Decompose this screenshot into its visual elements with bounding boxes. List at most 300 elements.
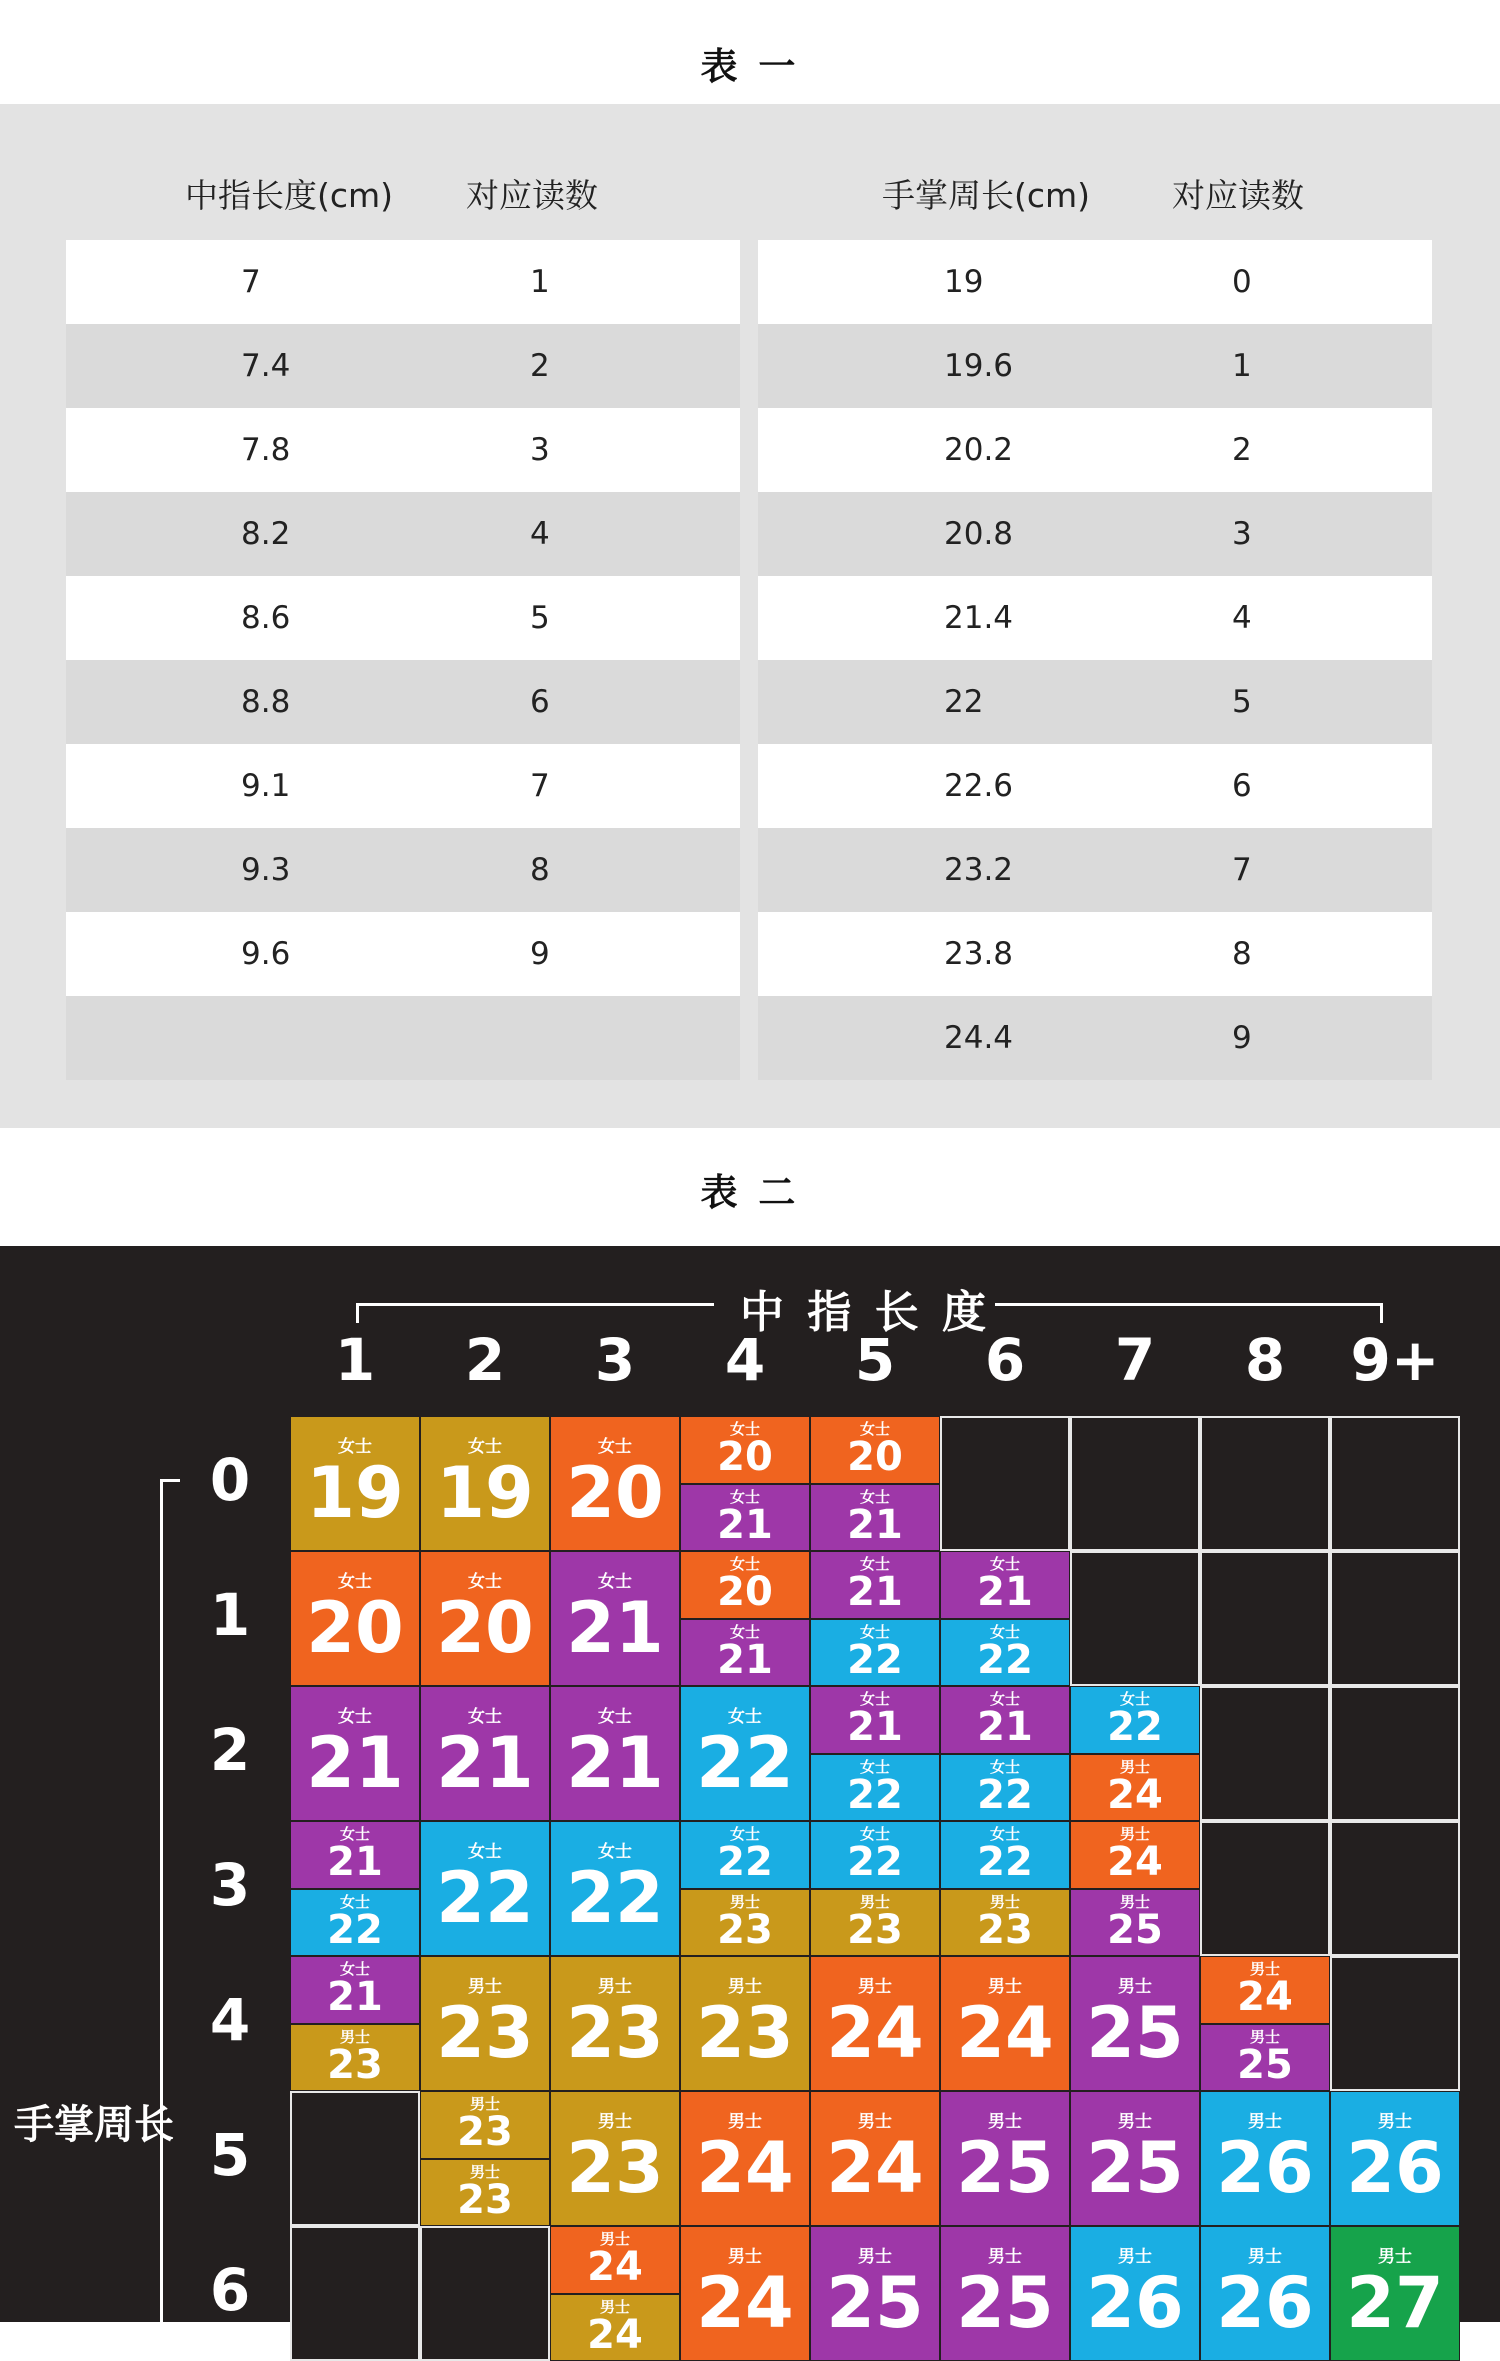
gender-tag: 女士 <box>860 1625 890 1640</box>
size-cell <box>810 1821 940 1889</box>
size-cell <box>1070 2226 1200 2361</box>
size-cell <box>420 1686 550 1821</box>
gender-tag: 女士 <box>730 1625 760 1640</box>
size-number: 25 <box>1086 2133 1183 2203</box>
size-number: 24 <box>826 1998 923 2068</box>
size-number: 21 <box>977 1572 1033 1612</box>
size-number: 24 <box>956 1998 1053 2068</box>
row-axis-label: 手掌周长 <box>14 2093 174 2150</box>
table-row <box>66 996 740 1080</box>
gender-tag: 女士 <box>730 1422 760 1437</box>
measurement-value: 22.6 <box>944 744 1013 828</box>
size-cell <box>680 1484 810 1552</box>
empty-grid-cell <box>1330 1821 1460 1956</box>
gender-tag: 女士 <box>340 1827 370 1842</box>
size-cell <box>420 2159 550 2227</box>
reading-value: 0 <box>1232 240 1252 324</box>
gender-tag: 男士 <box>858 2249 892 2266</box>
size-number: 23 <box>457 2180 513 2220</box>
size-cell <box>680 1889 810 1957</box>
gender-tag: 男士 <box>1118 2114 1152 2131</box>
gender-tag: 女士 <box>340 1895 370 1910</box>
size-cell <box>1200 2024 1330 2092</box>
axis-bracket-left <box>356 1303 714 1306</box>
table-row <box>66 744 740 828</box>
size-number: 22 <box>696 1728 793 1798</box>
size-number: 21 <box>327 1977 383 2017</box>
size-number: 22 <box>327 1910 383 1950</box>
finger-length-table <box>66 240 740 1080</box>
empty-grid-cell <box>1330 1551 1460 1686</box>
size-number: 20 <box>717 1572 773 1612</box>
size-cell <box>420 1821 550 1956</box>
measurement-value: 21.4 <box>944 576 1013 660</box>
table-row <box>66 660 740 744</box>
col-label: 2 <box>420 1326 550 1394</box>
empty-grid-cell <box>1070 1416 1200 1551</box>
size-number: 22 <box>1107 1707 1163 1747</box>
size-number: 21 <box>847 1505 903 1545</box>
reading-value: 1 <box>1232 324 1252 408</box>
col-label: 7 <box>1070 1326 1200 1394</box>
col-label: 5 <box>810 1326 940 1394</box>
reading-value: 7 <box>1232 828 1252 912</box>
size-number: 20 <box>717 1437 773 1477</box>
gender-tag: 男士 <box>990 1895 1020 1910</box>
gender-tag: 女士 <box>598 1574 632 1591</box>
size-cell <box>810 1484 940 1552</box>
gender-tag: 女士 <box>728 1709 762 1726</box>
reading-value: 1 <box>530 240 550 324</box>
size-cell <box>550 1551 680 1686</box>
size-number: 25 <box>1107 1910 1163 1950</box>
size-cell <box>1070 1754 1200 1822</box>
gender-tag: 男士 <box>340 2030 370 2045</box>
gender-tag: 男士 <box>598 1979 632 1996</box>
measurement-value: 22 <box>944 660 983 744</box>
reading-value: 5 <box>1232 660 1252 744</box>
size-number: 24 <box>587 2315 643 2355</box>
table-row <box>758 324 1432 408</box>
size-number: 21 <box>847 1707 903 1747</box>
size-number: 23 <box>566 2133 663 2203</box>
size-number: 22 <box>847 1775 903 1815</box>
measurement-value: 19 <box>944 240 983 324</box>
size-cell <box>1070 2091 1200 2226</box>
table-row <box>758 240 1432 324</box>
gender-tag: 男士 <box>728 2249 762 2266</box>
gender-tag: 女士 <box>990 1760 1020 1775</box>
gender-tag: 女士 <box>990 1827 1020 1842</box>
col-label: 1 <box>290 1326 420 1394</box>
table-row <box>66 492 740 576</box>
left-header-length: 中指长度(cm) <box>185 170 393 217</box>
size-number: 22 <box>566 1863 663 1933</box>
row-axis-tick <box>160 1479 180 1482</box>
col-label: 3 <box>550 1326 680 1394</box>
table-row <box>758 660 1432 744</box>
gender-tag: 男士 <box>1120 1760 1150 1775</box>
gender-tag: 男士 <box>728 1979 762 1996</box>
gender-tag: 女士 <box>598 1439 632 1456</box>
gender-tag: 女士 <box>730 1557 760 1572</box>
gender-tag: 男士 <box>470 2165 500 2180</box>
col-label: 9+ <box>1330 1326 1460 1394</box>
size-number: 22 <box>847 1842 903 1882</box>
empty-grid-cell <box>940 1416 1070 1551</box>
size-cell <box>810 1416 940 1484</box>
size-cell <box>290 1416 420 1551</box>
empty-grid-cell <box>1200 1416 1330 1551</box>
size-number: 21 <box>847 1572 903 1612</box>
gender-tag: 女士 <box>860 1827 890 1842</box>
right-header-length: 手掌周长(cm) <box>882 170 1090 217</box>
table-row <box>66 912 740 996</box>
size-number: 22 <box>977 1775 1033 1815</box>
table-row <box>758 576 1432 660</box>
measurement-value: 7.4 <box>241 324 290 408</box>
gender-tag: 男士 <box>1120 1827 1150 1842</box>
gender-tag: 女士 <box>860 1557 890 1572</box>
size-cell <box>550 1686 680 1821</box>
size-cell <box>940 1619 1070 1687</box>
col-label: 6 <box>940 1326 1070 1394</box>
gender-tag: 男士 <box>1378 2249 1412 2266</box>
table-row <box>66 828 740 912</box>
size-number: 21 <box>566 1728 663 1798</box>
size-number: 23 <box>696 1998 793 2068</box>
size-number: 24 <box>696 2268 793 2338</box>
gender-tag: 男士 <box>988 2114 1022 2131</box>
size-number: 21 <box>717 1505 773 1545</box>
size-number: 25 <box>956 2268 1053 2338</box>
gender-tag: 男士 <box>1248 2249 1282 2266</box>
size-cell <box>940 2091 1070 2226</box>
size-cell <box>810 1551 940 1619</box>
axis-bracket-right-tick <box>1380 1303 1383 1323</box>
table-row <box>66 324 740 408</box>
palm-circumference-table <box>758 240 1432 1080</box>
table-row <box>66 408 740 492</box>
size-cell <box>940 1889 1070 1957</box>
size-cell <box>810 2091 940 2226</box>
size-cell <box>940 1754 1070 1822</box>
measurement-value: 8.6 <box>241 576 290 660</box>
size-cell <box>290 1821 420 1889</box>
size-cell <box>810 1686 940 1754</box>
size-number: 20 <box>306 1593 403 1663</box>
measurement-value: 8.2 <box>241 492 290 576</box>
size-cell <box>550 2091 680 2226</box>
table2-title: 表 二 <box>0 1162 1500 1216</box>
gender-tag: 女士 <box>340 1962 370 1977</box>
size-number: 22 <box>717 1842 773 1882</box>
gender-tag: 男士 <box>598 2114 632 2131</box>
row-label: 3 <box>200 1851 260 1919</box>
measurement-value: 7.8 <box>241 408 290 492</box>
size-cell <box>1330 2091 1460 2226</box>
size-cell <box>1200 2091 1330 2226</box>
reading-value: 4 <box>1232 576 1252 660</box>
gender-tag: 男士 <box>730 1895 760 1910</box>
gender-tag: 女士 <box>468 1844 502 1861</box>
gender-tag: 女士 <box>338 1709 372 1726</box>
measurement-value: 20.8 <box>944 492 1013 576</box>
gender-tag: 女士 <box>990 1692 1020 1707</box>
size-cell <box>550 1416 680 1551</box>
size-number: 27 <box>1346 2268 1443 2338</box>
size-number: 23 <box>847 1910 903 1950</box>
size-chart-panel <box>0 1246 1500 2322</box>
gender-tag: 男士 <box>860 1895 890 1910</box>
axis-bracket-left-tick <box>356 1303 359 1323</box>
reading-value: 3 <box>530 408 550 492</box>
size-cell <box>680 1416 810 1484</box>
measurement-value: 20.2 <box>944 408 1013 492</box>
size-number: 25 <box>1237 2045 1293 2085</box>
size-cell <box>420 1956 550 2091</box>
measurement-value: 9.3 <box>241 828 290 912</box>
gender-tag: 女士 <box>598 1709 632 1726</box>
gender-tag: 男士 <box>468 1979 502 1996</box>
size-number: 21 <box>327 1842 383 1882</box>
size-cell <box>680 1686 810 1821</box>
size-cell <box>940 1956 1070 2091</box>
gender-tag: 女士 <box>860 1422 890 1437</box>
size-cell <box>680 2091 810 2226</box>
measurement-value: 19.6 <box>944 324 1013 408</box>
gender-tag: 男士 <box>1250 2030 1280 2045</box>
size-number: 20 <box>847 1437 903 1477</box>
empty-grid-cell <box>1330 1686 1460 1821</box>
size-number: 21 <box>977 1707 1033 1747</box>
table-row <box>758 744 1432 828</box>
gender-tag: 女士 <box>990 1557 1020 1572</box>
size-number: 22 <box>977 1842 1033 1882</box>
gender-tag: 男士 <box>1250 1962 1280 1977</box>
reading-value: 8 <box>1232 912 1252 996</box>
size-cell <box>420 1416 550 1551</box>
row-label: 2 <box>200 1716 260 1784</box>
size-cell <box>680 1956 810 2091</box>
table-row <box>66 240 740 324</box>
row-label: 5 <box>200 2121 260 2189</box>
row-label: 4 <box>200 1986 260 2054</box>
axis-bracket-right <box>995 1303 1383 1306</box>
reading-value: 7 <box>530 744 550 828</box>
gender-tag: 男士 <box>470 2097 500 2112</box>
table1-title: 表 一 <box>0 36 1500 90</box>
gender-tag: 男士 <box>988 1979 1022 1996</box>
size-cell <box>1330 2226 1460 2361</box>
row-axis-line <box>160 1479 163 2329</box>
gender-tag: 女士 <box>338 1439 372 1456</box>
size-cell <box>680 1619 810 1687</box>
size-cell <box>810 1754 940 1822</box>
empty-grid-cell <box>1200 1551 1330 1686</box>
size-cell <box>680 2226 810 2361</box>
empty-grid-cell <box>1330 1956 1460 2091</box>
size-number: 24 <box>696 2133 793 2203</box>
size-number: 23 <box>717 1910 773 1950</box>
gender-tag: 男士 <box>1118 2249 1152 2266</box>
size-number: 23 <box>457 2112 513 2152</box>
gender-tag: 女士 <box>468 1574 502 1591</box>
reading-value: 6 <box>530 660 550 744</box>
size-number: 25 <box>826 2268 923 2338</box>
left-header-reading: 对应读数 <box>466 170 598 217</box>
size-cell <box>1070 1956 1200 2091</box>
size-cell <box>420 1551 550 1686</box>
gender-tag: 女士 <box>730 1827 760 1842</box>
gender-tag: 女士 <box>860 1490 890 1505</box>
size-cell <box>810 2226 940 2361</box>
empty-grid-cell <box>290 2226 420 2361</box>
empty-grid-cell <box>1200 1821 1330 1956</box>
size-cell <box>290 1889 420 1957</box>
empty-grid-cell <box>1070 1551 1200 1686</box>
size-cell <box>810 1956 940 2091</box>
gender-tag: 男士 <box>858 2114 892 2131</box>
size-number: 21 <box>436 1728 533 1798</box>
gender-tag: 男士 <box>1248 2114 1282 2131</box>
size-cell <box>290 2024 420 2092</box>
size-number: 21 <box>717 1640 773 1680</box>
row-label: 1 <box>200 1581 260 1649</box>
gender-tag: 女士 <box>990 1625 1020 1640</box>
gender-tag: 男士 <box>600 2232 630 2247</box>
gender-tag: 女士 <box>468 1439 502 1456</box>
gender-tag: 男士 <box>858 1979 892 1996</box>
size-number: 26 <box>1346 2133 1443 2203</box>
size-cell <box>550 1956 680 2091</box>
size-cell <box>1200 1956 1330 2024</box>
gender-tag: 男士 <box>1120 1895 1150 1910</box>
table-row <box>66 576 740 660</box>
size-cell <box>810 1619 940 1687</box>
gender-tag: 男士 <box>1378 2114 1412 2131</box>
size-number: 22 <box>436 1863 533 1933</box>
reading-value: 4 <box>530 492 550 576</box>
size-number: 20 <box>436 1593 533 1663</box>
gender-tag: 女士 <box>730 1490 760 1505</box>
size-number: 23 <box>327 2045 383 2085</box>
size-cell <box>940 1551 1070 1619</box>
gender-tag: 男士 <box>988 2249 1022 2266</box>
size-cell <box>1200 2226 1330 2361</box>
measurement-value: 9.6 <box>241 912 290 996</box>
table-row <box>758 912 1432 996</box>
row-label: 0 <box>200 1446 260 1514</box>
empty-grid-cell <box>1200 1686 1330 1821</box>
empty-grid-cell <box>290 2091 420 2226</box>
size-cell <box>680 1821 810 1889</box>
reading-value: 6 <box>1232 744 1252 828</box>
row-label: 6 <box>200 2256 260 2324</box>
measurement-value: 7 <box>241 240 261 324</box>
reading-value: 2 <box>1232 408 1252 492</box>
empty-grid-cell <box>420 2226 550 2361</box>
reading-value: 3 <box>1232 492 1252 576</box>
gender-tag: 女士 <box>468 1709 502 1726</box>
size-number: 19 <box>436 1458 533 1528</box>
size-cell <box>290 1551 420 1686</box>
size-cell <box>940 1686 1070 1754</box>
reading-value: 9 <box>530 912 550 996</box>
gender-tag: 男士 <box>600 2300 630 2315</box>
size-number: 23 <box>436 1998 533 2068</box>
reading-value: 2 <box>530 324 550 408</box>
size-number: 26 <box>1216 2133 1313 2203</box>
size-number: 21 <box>566 1593 663 1663</box>
measurement-value: 24.4 <box>944 996 1013 1080</box>
size-number: 24 <box>1107 1842 1163 1882</box>
size-cell <box>1070 1821 1200 1889</box>
size-cell <box>550 2226 680 2294</box>
measurement-value: 8.8 <box>241 660 290 744</box>
table-row <box>758 408 1432 492</box>
measurement-value: 9.1 <box>241 744 290 828</box>
size-cell <box>290 1956 420 2024</box>
measurement-value: 23.8 <box>944 912 1013 996</box>
size-number: 26 <box>1216 2268 1313 2338</box>
size-number: 22 <box>977 1640 1033 1680</box>
size-number: 24 <box>826 2133 923 2203</box>
size-cell <box>420 2091 550 2159</box>
size-number: 26 <box>1086 2268 1183 2338</box>
size-number: 24 <box>1107 1775 1163 1815</box>
size-cell <box>550 2294 680 2361</box>
gender-tag: 女士 <box>860 1692 890 1707</box>
table-row <box>758 828 1432 912</box>
size-cell <box>1070 1686 1200 1754</box>
size-number: 25 <box>956 2133 1053 2203</box>
size-cell <box>1070 1889 1200 1957</box>
size-cell <box>940 1821 1070 1889</box>
gender-tag: 男士 <box>1118 1979 1152 1996</box>
gender-tag: 男士 <box>728 2114 762 2131</box>
size-cell <box>940 2226 1070 2361</box>
size-number: 24 <box>1237 1977 1293 2017</box>
size-number: 24 <box>587 2247 643 2287</box>
size-number: 23 <box>566 1998 663 2068</box>
table-row <box>758 492 1432 576</box>
table-row <box>758 996 1432 1080</box>
col-axis-label: 中 指 长 度 <box>740 1276 990 1340</box>
reading-value: 8 <box>530 828 550 912</box>
reading-value: 5 <box>530 576 550 660</box>
right-header-reading: 对应读数 <box>1172 170 1304 217</box>
size-number: 20 <box>566 1458 663 1528</box>
reading-value: 9 <box>1232 996 1252 1080</box>
size-number: 21 <box>306 1728 403 1798</box>
size-number: 22 <box>847 1640 903 1680</box>
gender-tag: 女士 <box>1120 1692 1150 1707</box>
gender-tag: 女士 <box>860 1760 890 1775</box>
col-label: 4 <box>680 1326 810 1394</box>
size-cell <box>550 1821 680 1956</box>
size-number: 25 <box>1086 1998 1183 2068</box>
gender-tag: 女士 <box>598 1844 632 1861</box>
size-cell <box>810 1889 940 1957</box>
size-number: 23 <box>977 1910 1033 1950</box>
measurement-value: 23.2 <box>944 828 1013 912</box>
size-cell <box>680 1551 810 1619</box>
size-cell <box>290 1686 420 1821</box>
col-label: 8 <box>1200 1326 1330 1394</box>
size-number: 19 <box>306 1458 403 1528</box>
empty-grid-cell <box>1330 1416 1460 1551</box>
